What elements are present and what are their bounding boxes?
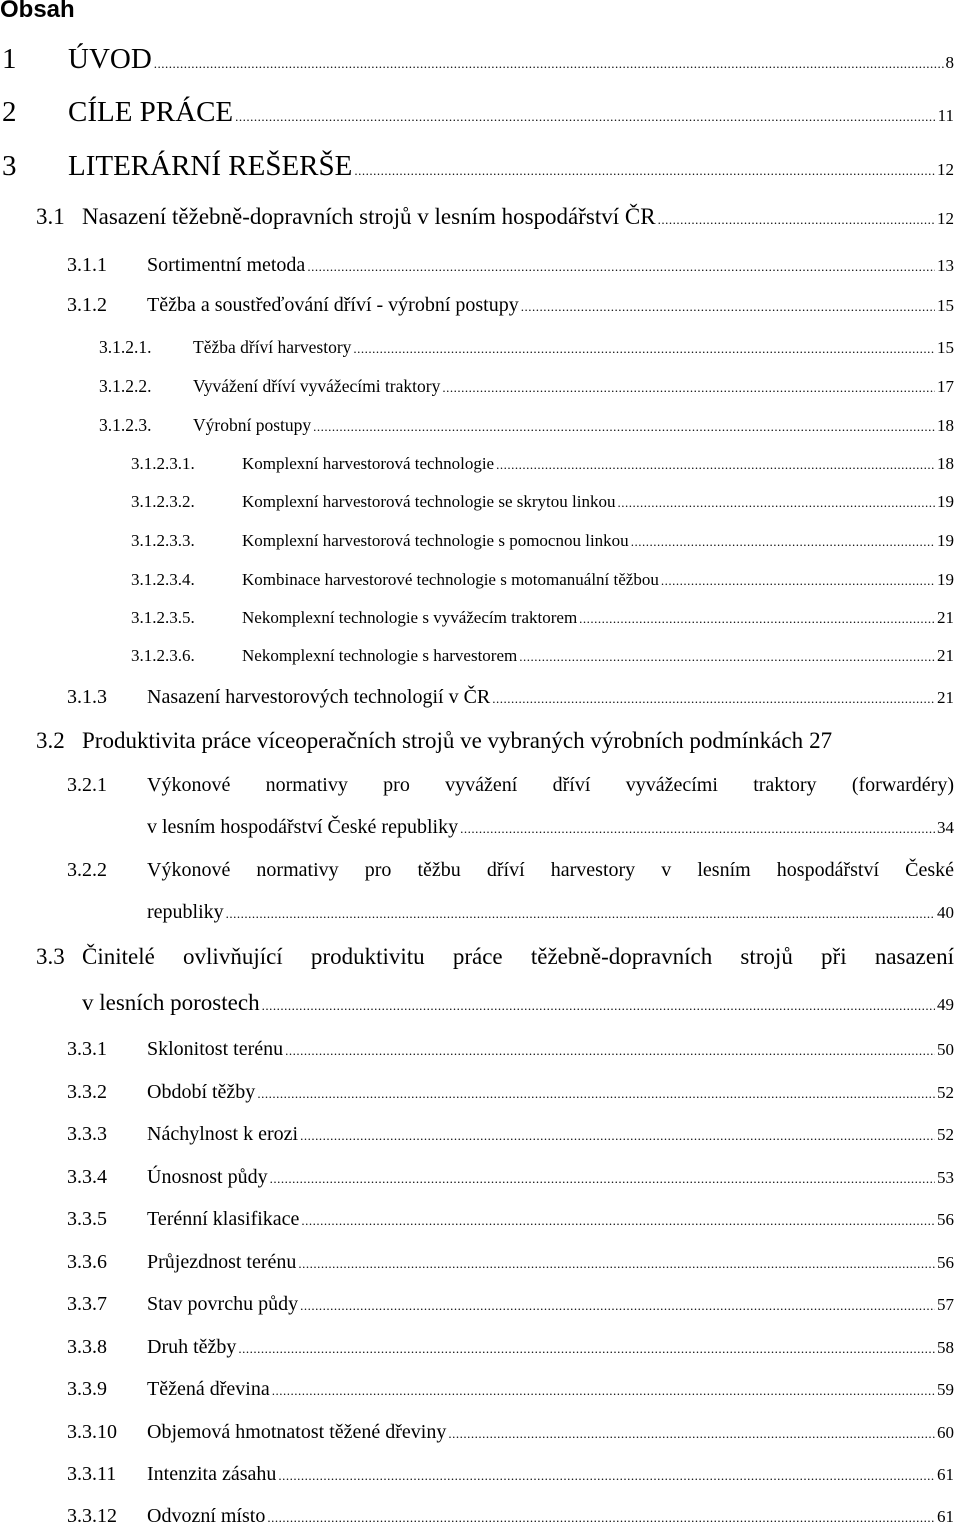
toc-entry-number: 3.2.1 xyxy=(67,774,107,796)
toc-entry-3-1-2[interactable] xyxy=(67,294,954,317)
toc-entry-number: 3.1.1 xyxy=(67,254,107,276)
toc-entry-page: 13 xyxy=(937,256,954,275)
toc-entry-page: 61 xyxy=(937,1507,954,1526)
toc-entry-cile-prace[interactable] xyxy=(2,96,954,129)
toc-entry-number: 3.1.2.3.4. xyxy=(131,570,195,589)
toc-entry-number: 3.1.3 xyxy=(67,686,107,708)
toc-entry-title: Výrobní postupy xyxy=(193,415,312,435)
toc-entry-title: Nekomplexní technologie s harvestorem xyxy=(242,646,518,665)
toc-entry-page: 19 xyxy=(937,492,954,511)
toc-entry-title: Průjezdnost terénu xyxy=(147,1251,297,1273)
toc-leader-dots xyxy=(521,299,935,315)
toc-leader-dots xyxy=(631,534,935,550)
toc-entry-number: 1 xyxy=(2,43,17,75)
toc-entry-title: Nekomplexní technologie s vyvážecím traktorem xyxy=(242,608,578,627)
toc-leader-dots xyxy=(492,691,935,707)
toc-entry-title: Komplexní harvestorová technologie se skrytou linkou xyxy=(242,492,616,511)
toc-leader-dots xyxy=(658,212,935,228)
toc-entry-title: Intenzita zásahu xyxy=(147,1463,277,1485)
toc-entry-3-1-2-2[interactable] xyxy=(99,376,954,397)
toc-entry-3-1-2-3-5[interactable] xyxy=(131,608,954,628)
toc-entry-uvod[interactable] xyxy=(2,43,954,76)
toc-entry-number: 3.1 xyxy=(36,204,65,229)
toc-entry-3-1-2-3-3[interactable] xyxy=(131,531,954,551)
toc-entry-page: 40 xyxy=(937,903,954,922)
toc-entry-page: 21 xyxy=(937,608,954,627)
toc-entry-3-3-1[interactable] xyxy=(67,1038,954,1061)
toc-leader-dots xyxy=(238,1341,935,1357)
toc-entry-page: 50 xyxy=(937,1040,954,1059)
toc-entry-number: 3 xyxy=(2,150,17,182)
toc-leader-dots xyxy=(226,906,935,922)
toc-leader-dots xyxy=(579,611,935,627)
toc-entry-page: 12 xyxy=(937,160,954,179)
toc-entry-3-3-3[interactable] xyxy=(67,1123,954,1146)
toc-entry-3-1-3[interactable] xyxy=(67,686,954,709)
toc-leader-dots xyxy=(313,419,935,435)
toc-entry-page: 18 xyxy=(937,454,954,473)
toc-leader-dots xyxy=(298,1256,935,1272)
toc-entry-page: 56 xyxy=(937,1210,954,1229)
toc-entry-number: 3.1.2.2. xyxy=(99,376,152,396)
toc-entry-page: 12 xyxy=(937,209,954,228)
toc-entry-page: 15 xyxy=(937,338,954,357)
toc-entry-title: Komplexní harvestorová technologie xyxy=(242,454,495,473)
toc-entry-3-3-7[interactable] xyxy=(67,1293,954,1316)
toc-entry-title: Těžba a soustřeďování dříví - výrobní postupy xyxy=(147,294,519,316)
toc-entry-title: CÍLE PRÁCE xyxy=(68,96,234,128)
toc-entry-number: 3.1.2 xyxy=(67,294,107,316)
toc-entry-title-line2: v lesním hospodářství České republiky xyxy=(147,816,459,838)
toc-entry-number: 3.3.3 xyxy=(67,1123,107,1145)
toc-entry-3-3-10[interactable] xyxy=(67,1421,954,1444)
toc-leader-dots xyxy=(272,1383,935,1399)
toc-leader-dots xyxy=(278,1468,935,1484)
toc-leader-dots xyxy=(307,259,935,275)
toc-entry-number: 3.3.6 xyxy=(67,1251,107,1273)
toc-entry-title-line1: Výkonové normativy pro vyvážení dříví vyvážecími traktory (forwardéry) xyxy=(147,774,954,796)
toc-leader-dots xyxy=(354,163,935,179)
toc-leader-dots xyxy=(285,1043,935,1059)
toc-entry-3-1-2-3-2[interactable] xyxy=(131,492,954,512)
toc-entry-page: 61 xyxy=(937,1465,954,1484)
toc-entry-number: 3.1.2.3.1. xyxy=(131,454,195,473)
toc-entry-page: 19 xyxy=(937,531,954,550)
toc-entry-number: 3.2.2 xyxy=(67,859,107,881)
toc-leader-dots xyxy=(442,380,935,396)
toc-leader-dots xyxy=(300,1128,935,1144)
toc-entry-continuation xyxy=(82,990,954,1016)
toc-entry-3-1-2-3[interactable] xyxy=(99,415,954,436)
toc-entry-page: 21 xyxy=(937,688,954,707)
toc-entry-title: Stav povrchu půdy xyxy=(147,1293,299,1315)
toc-entry-number: 3.1.2.3.3. xyxy=(131,531,195,550)
toc-entry-3-1-2-3-4[interactable] xyxy=(131,570,954,590)
toc-entry-continuation xyxy=(147,901,954,924)
toc-leader-dots xyxy=(270,1171,935,1187)
toc-entry-title-line1: Výkonové normativy pro těžbu dříví harvestory v lesním hospodářství České xyxy=(147,859,954,881)
toc-entry-3-3-12[interactable] xyxy=(67,1505,954,1528)
toc-entry-3-3-4[interactable] xyxy=(67,1166,954,1189)
toc-leader-dots xyxy=(519,649,935,665)
toc-entry-title: Nasazení harvestorových technologií v ČR xyxy=(147,686,491,708)
toc-entry-number: 3.1.2.3.5. xyxy=(131,608,195,627)
toc-entry-page: 60 xyxy=(937,1423,954,1442)
toc-entry-title: Terénní klasifikace xyxy=(147,1208,300,1230)
toc-heading: Obsah xyxy=(0,0,75,23)
toc-entry-3-3-11[interactable] xyxy=(67,1463,954,1486)
toc-entry-continuation xyxy=(147,816,954,839)
toc-leader-dots xyxy=(617,495,935,511)
toc-entry-3-3-9[interactable] xyxy=(67,1378,954,1401)
toc-entry-3-1-2-3-1[interactable] xyxy=(131,454,954,474)
toc-entry-page: 18 xyxy=(937,416,954,435)
toc-entry-title: Sortimentní metoda xyxy=(147,254,306,276)
toc-entry-title: Období těžby xyxy=(147,1081,256,1103)
toc-entry-3-3-6[interactable] xyxy=(67,1251,954,1274)
toc-entry-number: 2 xyxy=(2,96,17,128)
toc-entry-title: Druh těžby xyxy=(147,1336,237,1358)
toc-leader-dots xyxy=(262,998,935,1014)
toc-entry-page: 53 xyxy=(937,1168,954,1187)
toc-entry-number: 3.3.5 xyxy=(67,1208,107,1230)
toc-entry-page: 59 xyxy=(937,1380,954,1399)
toc-entry-title: Kombinace harvestorové technologie s motomanuální těžbou xyxy=(242,570,659,589)
toc-entry-number: 3.1.2.3.2. xyxy=(131,492,195,511)
toc-entry-3-1-1[interactable] xyxy=(67,254,954,277)
toc-entry-page: 49 xyxy=(937,995,954,1014)
toc-leader-dots xyxy=(448,1426,935,1442)
toc-entry-number: 3.3.12 xyxy=(67,1505,117,1527)
toc-entry-number: 3.3 xyxy=(36,944,65,969)
toc-entry-page: 27 xyxy=(809,728,833,753)
toc-entry-number: 3.1.2.3.6. xyxy=(131,646,195,665)
toc-entry-page: 34 xyxy=(937,818,954,837)
toc-entry-number: 3.3.1 xyxy=(67,1038,107,1060)
toc-entry-title: Odvozní místo xyxy=(147,1505,266,1527)
toc-entry-page: 57 xyxy=(937,1295,954,1314)
toc-entry-number: 3.1.2.1. xyxy=(99,337,152,357)
toc-leader-dots xyxy=(301,1213,935,1229)
toc-entry-3-3-2[interactable] xyxy=(67,1081,954,1104)
toc-leader-dots xyxy=(235,109,935,125)
toc-entry-title: Vyvážení dříví vyvážecími traktory xyxy=(193,376,441,396)
toc-entry-title: ÚVOD xyxy=(68,43,152,75)
toc-entry-title: Objemová hmotnatost těžené dřeviny xyxy=(147,1421,447,1443)
toc-leader-dots xyxy=(661,573,935,589)
toc-entry-literarni-reserse[interactable] xyxy=(2,150,954,183)
toc-entry-number: 3.3.11 xyxy=(67,1463,117,1485)
toc-entry-page: 17 xyxy=(937,377,954,396)
toc-entry-3-1[interactable] xyxy=(36,204,954,230)
toc-entry-page: 56 xyxy=(937,1253,954,1272)
toc-entry-page: 58 xyxy=(937,1338,954,1357)
toc-entry-number: 3.3.8 xyxy=(67,1336,107,1358)
toc-entry-number: 3.3.9 xyxy=(67,1378,107,1400)
toc-leader-dots xyxy=(496,457,935,473)
toc-entry-title-line1: Činitelé ovlivňující produktivitu práce těžebně-dopravních strojů při nasazení xyxy=(82,944,954,969)
toc-entry-number: 3.3.4 xyxy=(67,1166,107,1188)
toc-entry-number: 3.3.10 xyxy=(67,1421,117,1443)
toc-entry-title: Sklonitost terénu xyxy=(147,1038,284,1060)
toc-leader-dots xyxy=(300,1298,935,1314)
toc-entry-title: Nasazení těžebně-dopravních strojů v lesním hospodářství ČR xyxy=(82,204,656,229)
toc-entry-page: 52 xyxy=(937,1125,954,1144)
toc-entry-title: Produktivita práce víceoperačních strojů ve vybraných výrobních podmínkách xyxy=(82,728,804,753)
toc-entry-3-1-2-1[interactable] xyxy=(99,337,954,358)
toc-entry-3-3-5[interactable] xyxy=(67,1208,954,1231)
toc-entry-page: 15 xyxy=(937,296,954,315)
toc-entry-title: LITERÁRNÍ REŠERŠE xyxy=(68,150,353,182)
toc-entry-page: 8 xyxy=(945,53,954,72)
toc-leader-dots xyxy=(460,821,935,837)
toc-entry-page: 11 xyxy=(937,106,954,125)
toc-entry-title: Těžba dříví harvestory xyxy=(193,337,352,357)
toc-entry-title-line2: republiky xyxy=(147,901,224,923)
toc-entry-title: Náchylnost k erozi xyxy=(147,1123,299,1145)
toc-entry-title: Komplexní harvestorová technologie s pomocnou linkou xyxy=(242,531,629,550)
toc-entry-3-2[interactable] xyxy=(36,728,956,754)
toc-entry-title-line2: v lesních porostech xyxy=(82,990,260,1015)
toc-leader-dots xyxy=(353,341,935,357)
toc-leader-dots xyxy=(267,1510,935,1526)
toc-leader-dots xyxy=(257,1086,935,1102)
toc-entry-3-1-2-3-6[interactable] xyxy=(131,646,954,666)
toc-entry-number: 3.3.7 xyxy=(67,1293,107,1315)
toc-entry-page: 52 xyxy=(937,1083,954,1102)
toc-leader-dots xyxy=(154,56,944,72)
toc-entry-title: Únosnost půdy xyxy=(147,1166,268,1188)
toc-entry-page: 21 xyxy=(937,646,954,665)
toc-entry-number: 3.2 xyxy=(36,728,65,753)
toc-entry-number: 3.1.2.3. xyxy=(99,415,152,435)
toc-entry-number: 3.3.2 xyxy=(67,1081,107,1103)
toc-entry-page: 19 xyxy=(937,570,954,589)
toc-entry-3-3-8[interactable] xyxy=(67,1336,954,1359)
toc-entry-title: Těžená dřevina xyxy=(147,1378,270,1400)
